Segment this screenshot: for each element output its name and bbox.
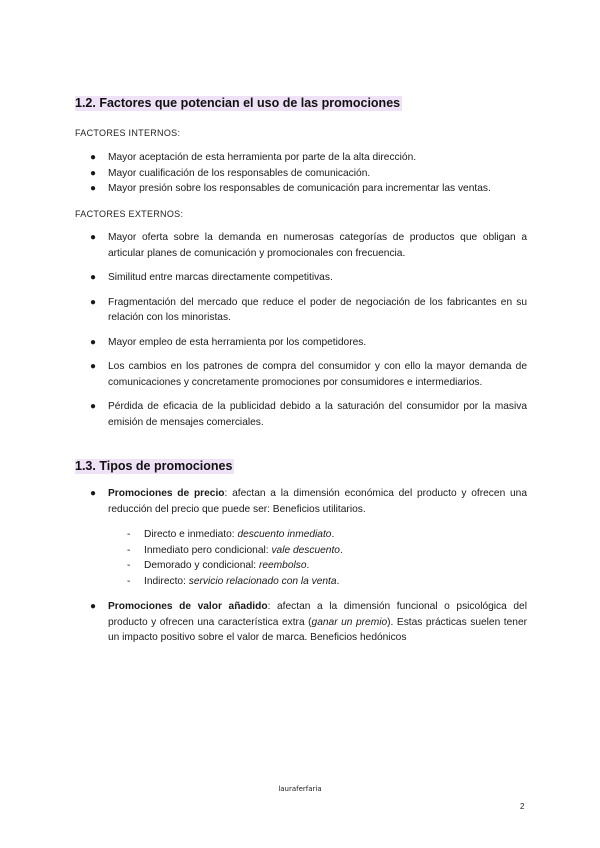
- list-item: ● Promociones de precio: afectan a la dimensión económica del producto y ofrecen una reducción del precio que puede ser: Beneficios utilitarios.: [90, 488, 527, 515]
- dash-icon: -: [127, 529, 131, 540]
- dash-icon: -: [127, 544, 131, 556]
- footer-author: lauraferfaria: [278, 785, 322, 793]
- list-item: ● Similitud entre marcas directamente competitivas.: [90, 270, 527, 286]
- list-item: - Inmediato pero condicional: vale descuento.: [127, 543, 507, 559]
- section-1-2-heading: 1.2. Factores que potencian el uso de las promociones: [75, 96, 401, 110]
- bullet-icon: ●: [90, 488, 97, 499]
- external-factors-label: FACTORES EXTERNOS:: [75, 209, 184, 219]
- list-item: ● Fragmentación del mercado que reduce el poder de negociación de los fabricantes en su relación con los minoristas.: [90, 296, 527, 323]
- list-item: ● Mayor aceptación de esta herramienta por parte de la alta dirección.: [90, 150, 527, 166]
- promo-price-term: Promociones de precio: [108, 488, 225, 499]
- list-item: ● Mayor cualificación de los responsables de comunicación.: [90, 166, 527, 182]
- promo-value-term: Promociones de valor añadido: [108, 601, 268, 612]
- list-item: ● Mayor presión sobre los responsables de comunicación para incrementar las ventas.: [90, 181, 527, 197]
- price-subtypes-list: [127, 527, 507, 589]
- bullet-icon: ●: [90, 272, 97, 283]
- list-item: ● Pérdida de eficacia de la publicidad debido a la saturación del consumidor por la masiva emisión de mensajes comerciales.: [90, 401, 527, 428]
- internal-factors-list: [90, 150, 527, 197]
- internal-factors-label: FACTORES INTERNOS:: [75, 128, 181, 138]
- list-item: ● Mayor empleo de esta herramienta por los competidores.: [90, 335, 527, 351]
- list-item: - Demorado y condicional: reembolso.: [127, 558, 507, 574]
- bullet-icon: ●: [90, 401, 97, 412]
- bullet-icon: ●: [90, 152, 97, 163]
- external-factors-list: [90, 230, 527, 430]
- bullet-icon: ●: [90, 296, 97, 308]
- bullet-icon: ●: [90, 167, 97, 179]
- dash-icon: -: [127, 575, 131, 587]
- list-item: - Directo e inmediato: descuento inmediato.: [127, 527, 507, 543]
- bullet-icon: ●: [90, 183, 97, 194]
- bullet-icon: ●: [90, 601, 97, 612]
- list-item: ● Mayor oferta sobre la demanda en numerosas categorías de productos que obligan a articular planes de comunicación y promocionales con frecuencia.: [90, 232, 527, 259]
- bullet-icon: ●: [90, 361, 97, 372]
- list-item: - Indirecto: servicio relacionado con la venta.: [127, 574, 507, 590]
- promo-value-list: [90, 599, 527, 646]
- page-number: 2: [520, 802, 525, 811]
- promo-price-list: [90, 486, 527, 517]
- dash-icon: -: [127, 560, 131, 571]
- bullet-icon: ●: [90, 232, 97, 243]
- list-item: ● Los cambios en los patrones de compra del consumidor y con ello la mayor demanda de comunicaciones y concretamente promociones por consumidores e intermediarios.: [90, 361, 527, 388]
- section-1-3-heading: 1.3. Tipos de promociones: [75, 459, 233, 473]
- bullet-icon: ●: [90, 336, 97, 348]
- list-item: ● Promociones de valor añadido: afectan a la dimensión funcional o psicológica del producto y ofrecen una característica extra (ganar un premio). Estas prácticas suelen tener un impacto positivo sobre el valor de marca. Beneficios hedónicos: [90, 601, 527, 643]
